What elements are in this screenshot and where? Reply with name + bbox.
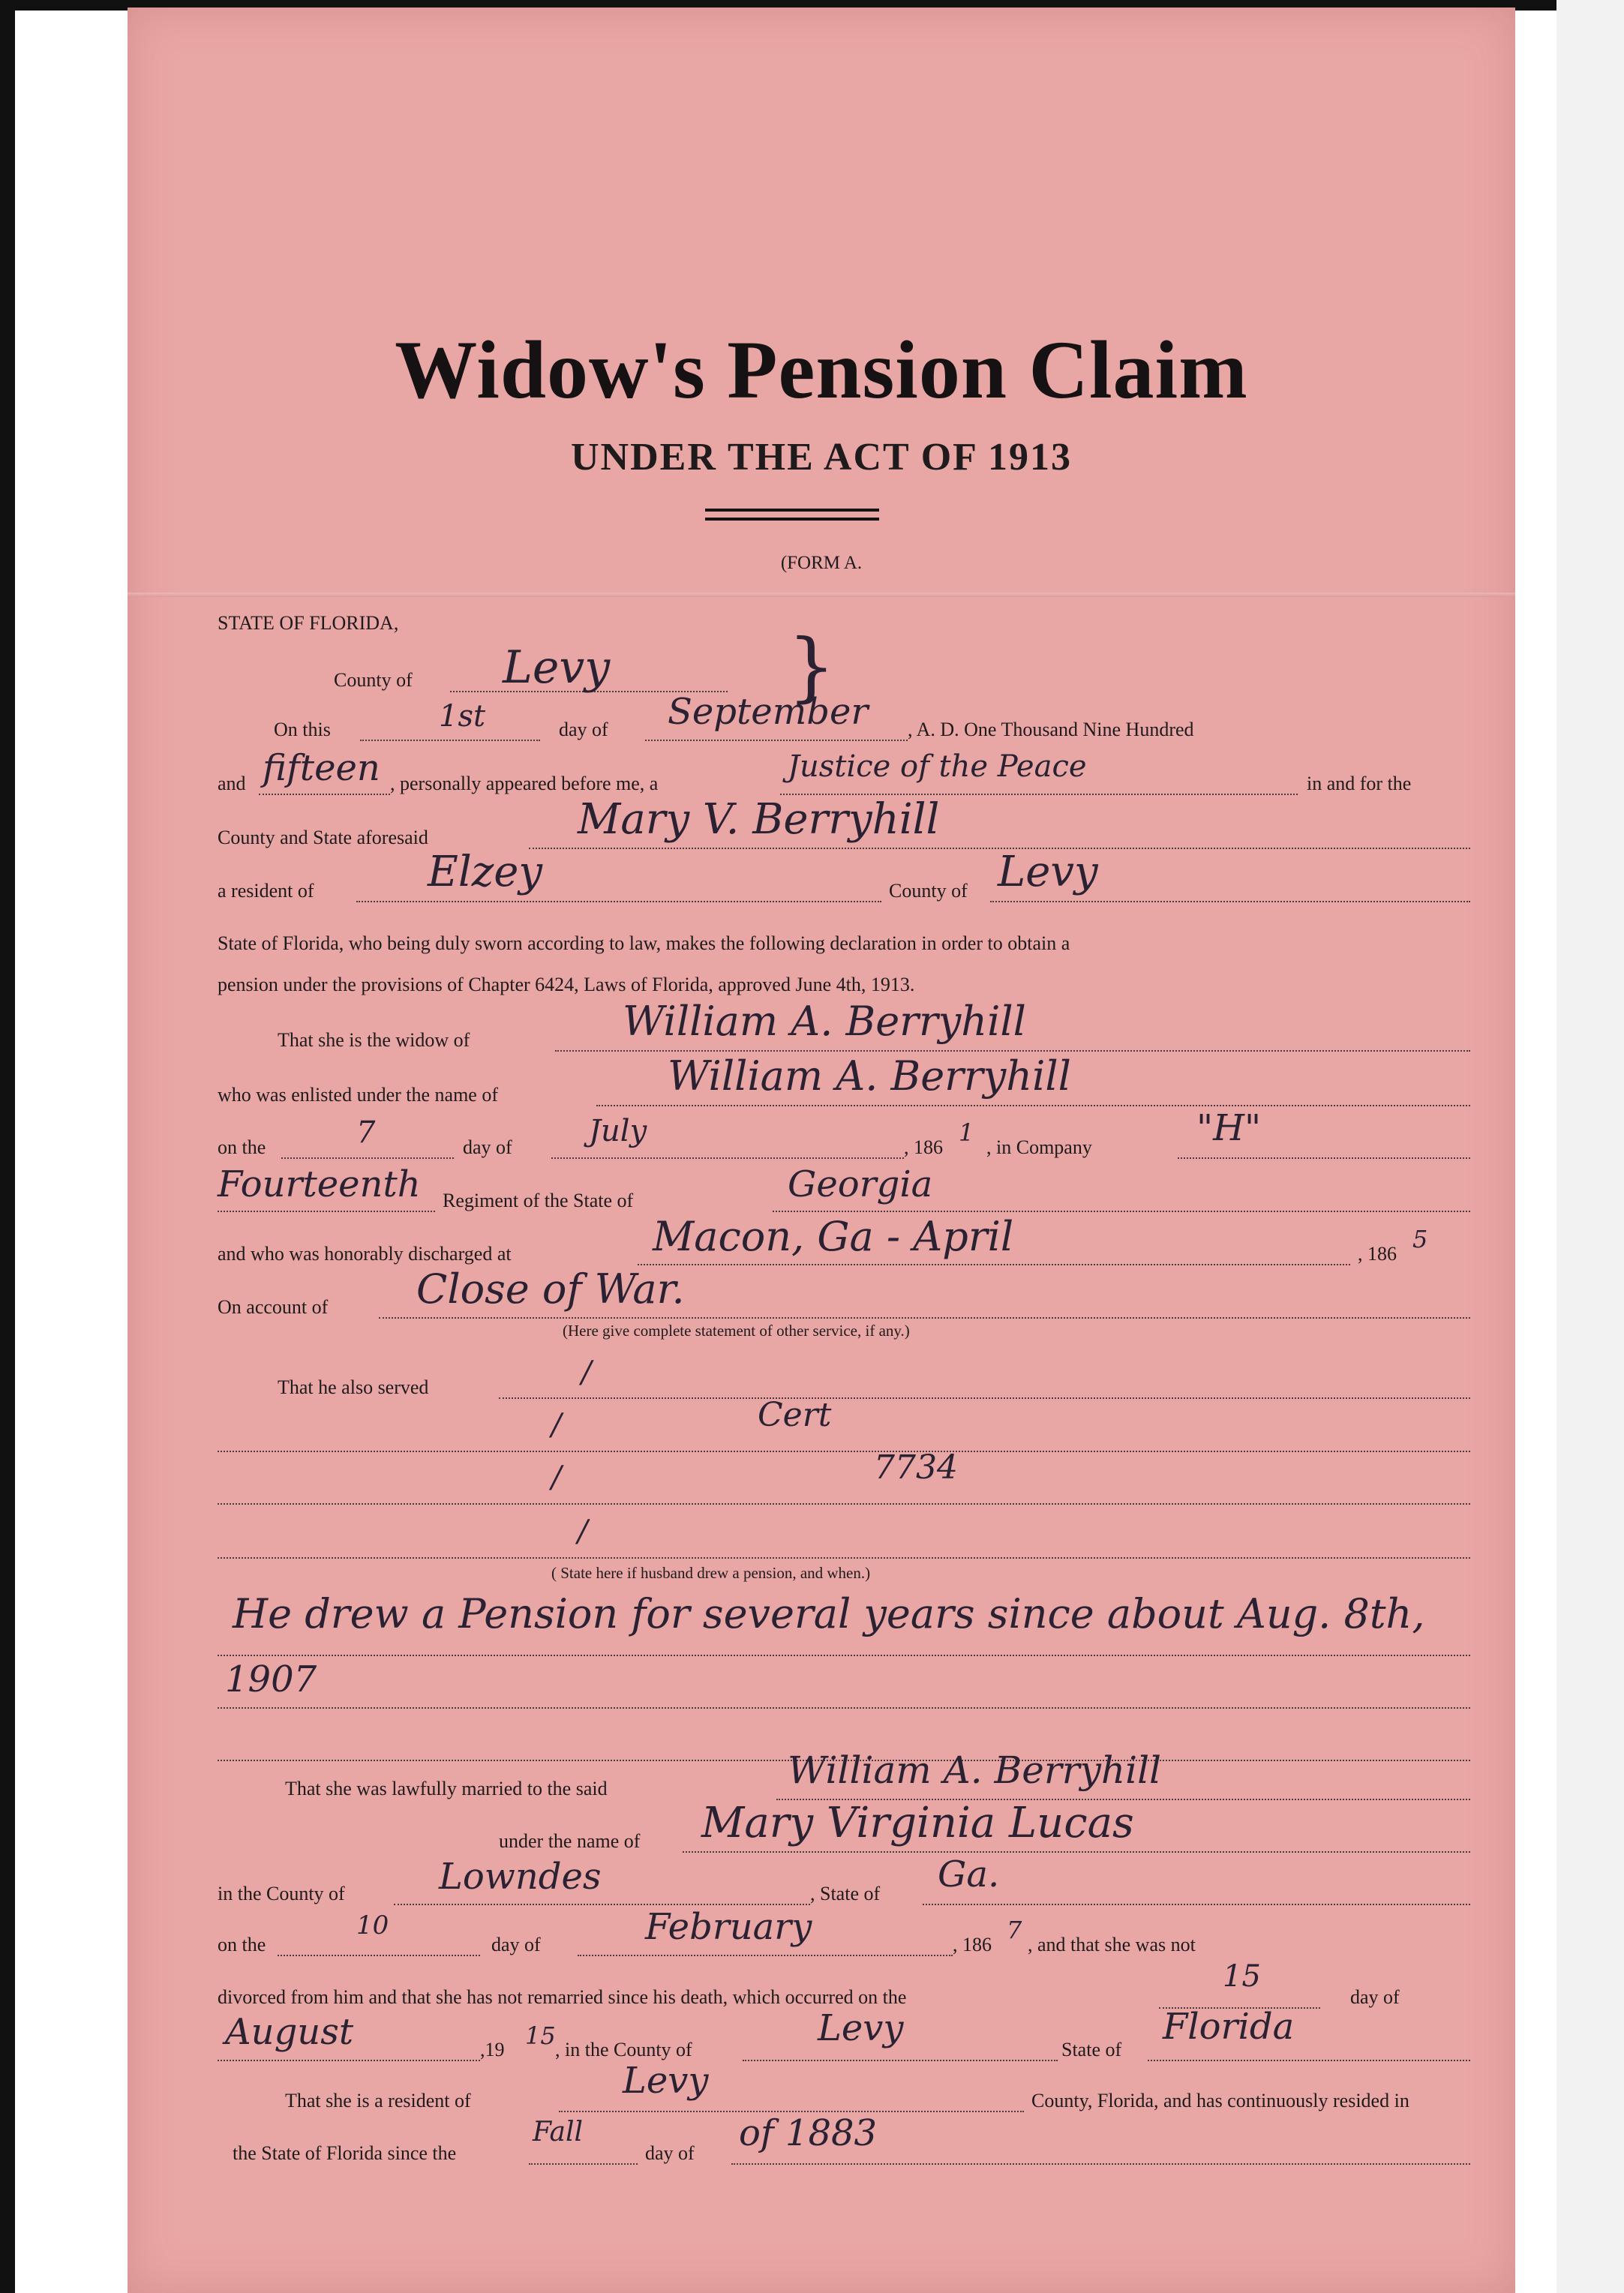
resident-county-value: Levy <box>623 2060 709 2102</box>
on-account-label: On account of <box>218 1296 329 1318</box>
form-subtitle: UNDER THE ACT OF 1913 <box>570 436 1073 479</box>
day-of2-label: day of <box>463 1136 512 1158</box>
on-this-label: On this <box>274 719 331 740</box>
cert-number: 7734 <box>874 1448 958 1487</box>
enlisted-label: who was enlisted under the name of <box>218 1084 499 1106</box>
marriage-state-field <box>923 1877 1470 1905</box>
regiment-label: Regiment of the State of <box>443 1190 634 1211</box>
state-label: STATE OF FLORIDA, <box>218 612 399 634</box>
death-state-value: Florida <box>1163 2006 1295 2048</box>
county-value: Levy <box>503 641 611 694</box>
state-of-label: , State of <box>810 1883 881 1904</box>
discharged-label: and who was honorably discharged at <box>218 1243 512 1265</box>
form-label: (FORM A. <box>780 553 863 573</box>
declaration-line1: State of Florida, who being duly sworn according to law, makes the following declaration in order to obtain a <box>218 932 1070 954</box>
death-year-value: 15 <box>525 2021 556 2050</box>
marriage-county-value: Lowndes <box>439 1856 602 1898</box>
in-county2-label: , in the County of <box>555 2039 692 2060</box>
title-rule-bottom <box>705 518 879 521</box>
day-value: 1st <box>439 699 486 734</box>
pension-note: ( State here if husband drew a pension, and when.) <box>551 1564 871 1582</box>
year-186b-label: , 186 <box>1358 1243 1397 1265</box>
day-of-label: day of <box>559 719 608 740</box>
scan-border-left <box>0 0 15 2293</box>
reason-value: Close of War. <box>416 1265 685 1313</box>
maiden-name-value: Mary Virginia Lucas <box>701 1799 1134 1847</box>
marriage-year-value: 7 <box>1007 1916 1022 1944</box>
pension-form-page <box>128 8 1515 2293</box>
under-name-label: under the name of <box>499 1830 641 1852</box>
in-county-label: in the County of <box>218 1883 345 1904</box>
married-to-value: William A. Berryhill <box>788 1748 1162 1792</box>
discharge-value: Macon, Ga - April <box>653 1213 1014 1260</box>
resident-of-label: a resident of <box>218 880 314 902</box>
declaration-line2: pension under the provisions of Chapter 6424, Laws of Florida, approved June 4th, 1913. <box>218 974 915 995</box>
regiment-value: Fourteenth <box>218 1163 421 1205</box>
state-of2-label: State of <box>1061 2039 1122 2060</box>
in-company-label: , in Company <box>986 1136 1092 1158</box>
since-year-value: of 1883 <box>739 2112 878 2154</box>
day-of4-label: day of <box>1350 1986 1400 2008</box>
enlist-day-value: 7 <box>356 1115 376 1150</box>
appeared-label: , personally appeared before me, a <box>390 773 659 794</box>
fold-crease <box>128 593 1515 597</box>
day-of3-label: day of <box>491 1934 541 1955</box>
death-day-value: 15 <box>1223 1959 1261 1994</box>
scan-margin-right <box>1556 0 1624 2293</box>
served-mark-1: / <box>581 1355 592 1390</box>
title-rule-top <box>705 509 879 512</box>
served-field-2 <box>218 1424 1470 1452</box>
since-day-value: Fall <box>533 2117 584 2147</box>
cert-label: Cert <box>758 1396 832 1434</box>
resident2-label: That she is a resident of <box>285 2090 471 2111</box>
death-month-value: August <box>225 2011 354 2053</box>
enlist-month-value: July <box>589 1114 647 1148</box>
husband-value: William A. Berryhill <box>623 998 1026 1045</box>
enlisted-name-value: William A. Berryhill <box>668 1052 1071 1100</box>
ad-label: , A. D. One Thousand Nine Hundred <box>908 719 1194 740</box>
marriage-month-value: February <box>645 1906 812 1948</box>
regiment-state-value: Georgia <box>788 1163 933 1205</box>
served-field-1 <box>499 1370 1470 1399</box>
since-label: the State of Florida since the <box>233 2142 457 2164</box>
marriage-state-value: Ga. <box>938 1853 1000 1895</box>
month-value: September <box>668 691 869 733</box>
residence-value: Elzey <box>428 848 543 896</box>
married-label: That she was lawfully married to the said <box>285 1778 608 1799</box>
served-mark-3: / <box>551 1460 562 1495</box>
year-19-label: ,19 <box>480 2039 505 2060</box>
continuous-label: County, Florida, and has continuously resided in <box>1031 2090 1409 2111</box>
county-label: County of <box>334 669 413 691</box>
service-note: (Here give complete statement of other service, if any.) <box>563 1322 910 1340</box>
form-title: Widow's Pension Claim <box>395 324 1248 416</box>
company-value: "H" <box>1196 1107 1262 1149</box>
county-of2-label: County of <box>889 880 968 902</box>
year-word-value: fifteen <box>263 747 380 789</box>
served-field-3 <box>218 1476 1470 1505</box>
served-mark-2: / <box>551 1408 562 1442</box>
official-value: Justice of the Peace <box>788 749 1087 784</box>
year-186-label: , 186 <box>904 1136 943 1158</box>
discharge-year-value: 5 <box>1412 1225 1428 1253</box>
on-the2-label: on the <box>218 1934 266 1955</box>
widow-of-label: That she is the widow of <box>278 1029 470 1051</box>
in-and-for-label: in and for the <box>1307 773 1412 794</box>
and-label: and <box>218 773 246 794</box>
pension-text-1: He drew a Pension for several years since about Aug. 8th, <box>233 1590 1425 1637</box>
divorced-line: divorced from him and that she has not remarried since his death, which occurred on the <box>218 1986 907 2008</box>
residence-county-value: Levy <box>998 848 1098 896</box>
on-the-label: on the <box>218 1136 266 1158</box>
pension-field-2 <box>218 1680 1470 1709</box>
year-186c-label: , 186 <box>953 1934 992 1955</box>
not-divorced-label: , and that she was not <box>1028 1934 1196 1955</box>
county-state-label: County and State aforesaid <box>218 827 428 848</box>
brace-mark: } <box>788 623 836 710</box>
marriage-day-value: 10 <box>356 1910 389 1940</box>
day-of5-label: day of <box>645 2142 695 2164</box>
also-served-label: That he also served <box>278 1376 429 1398</box>
served-mark-4: / <box>578 1514 588 1549</box>
enlist-year-value: 1 <box>959 1118 974 1147</box>
claimant-value: Mary V. Berryhill <box>578 795 940 844</box>
pension-text-2: 1907 <box>225 1658 317 1700</box>
served-field-4 <box>218 1530 1470 1559</box>
death-county-value: Levy <box>818 2007 904 2049</box>
